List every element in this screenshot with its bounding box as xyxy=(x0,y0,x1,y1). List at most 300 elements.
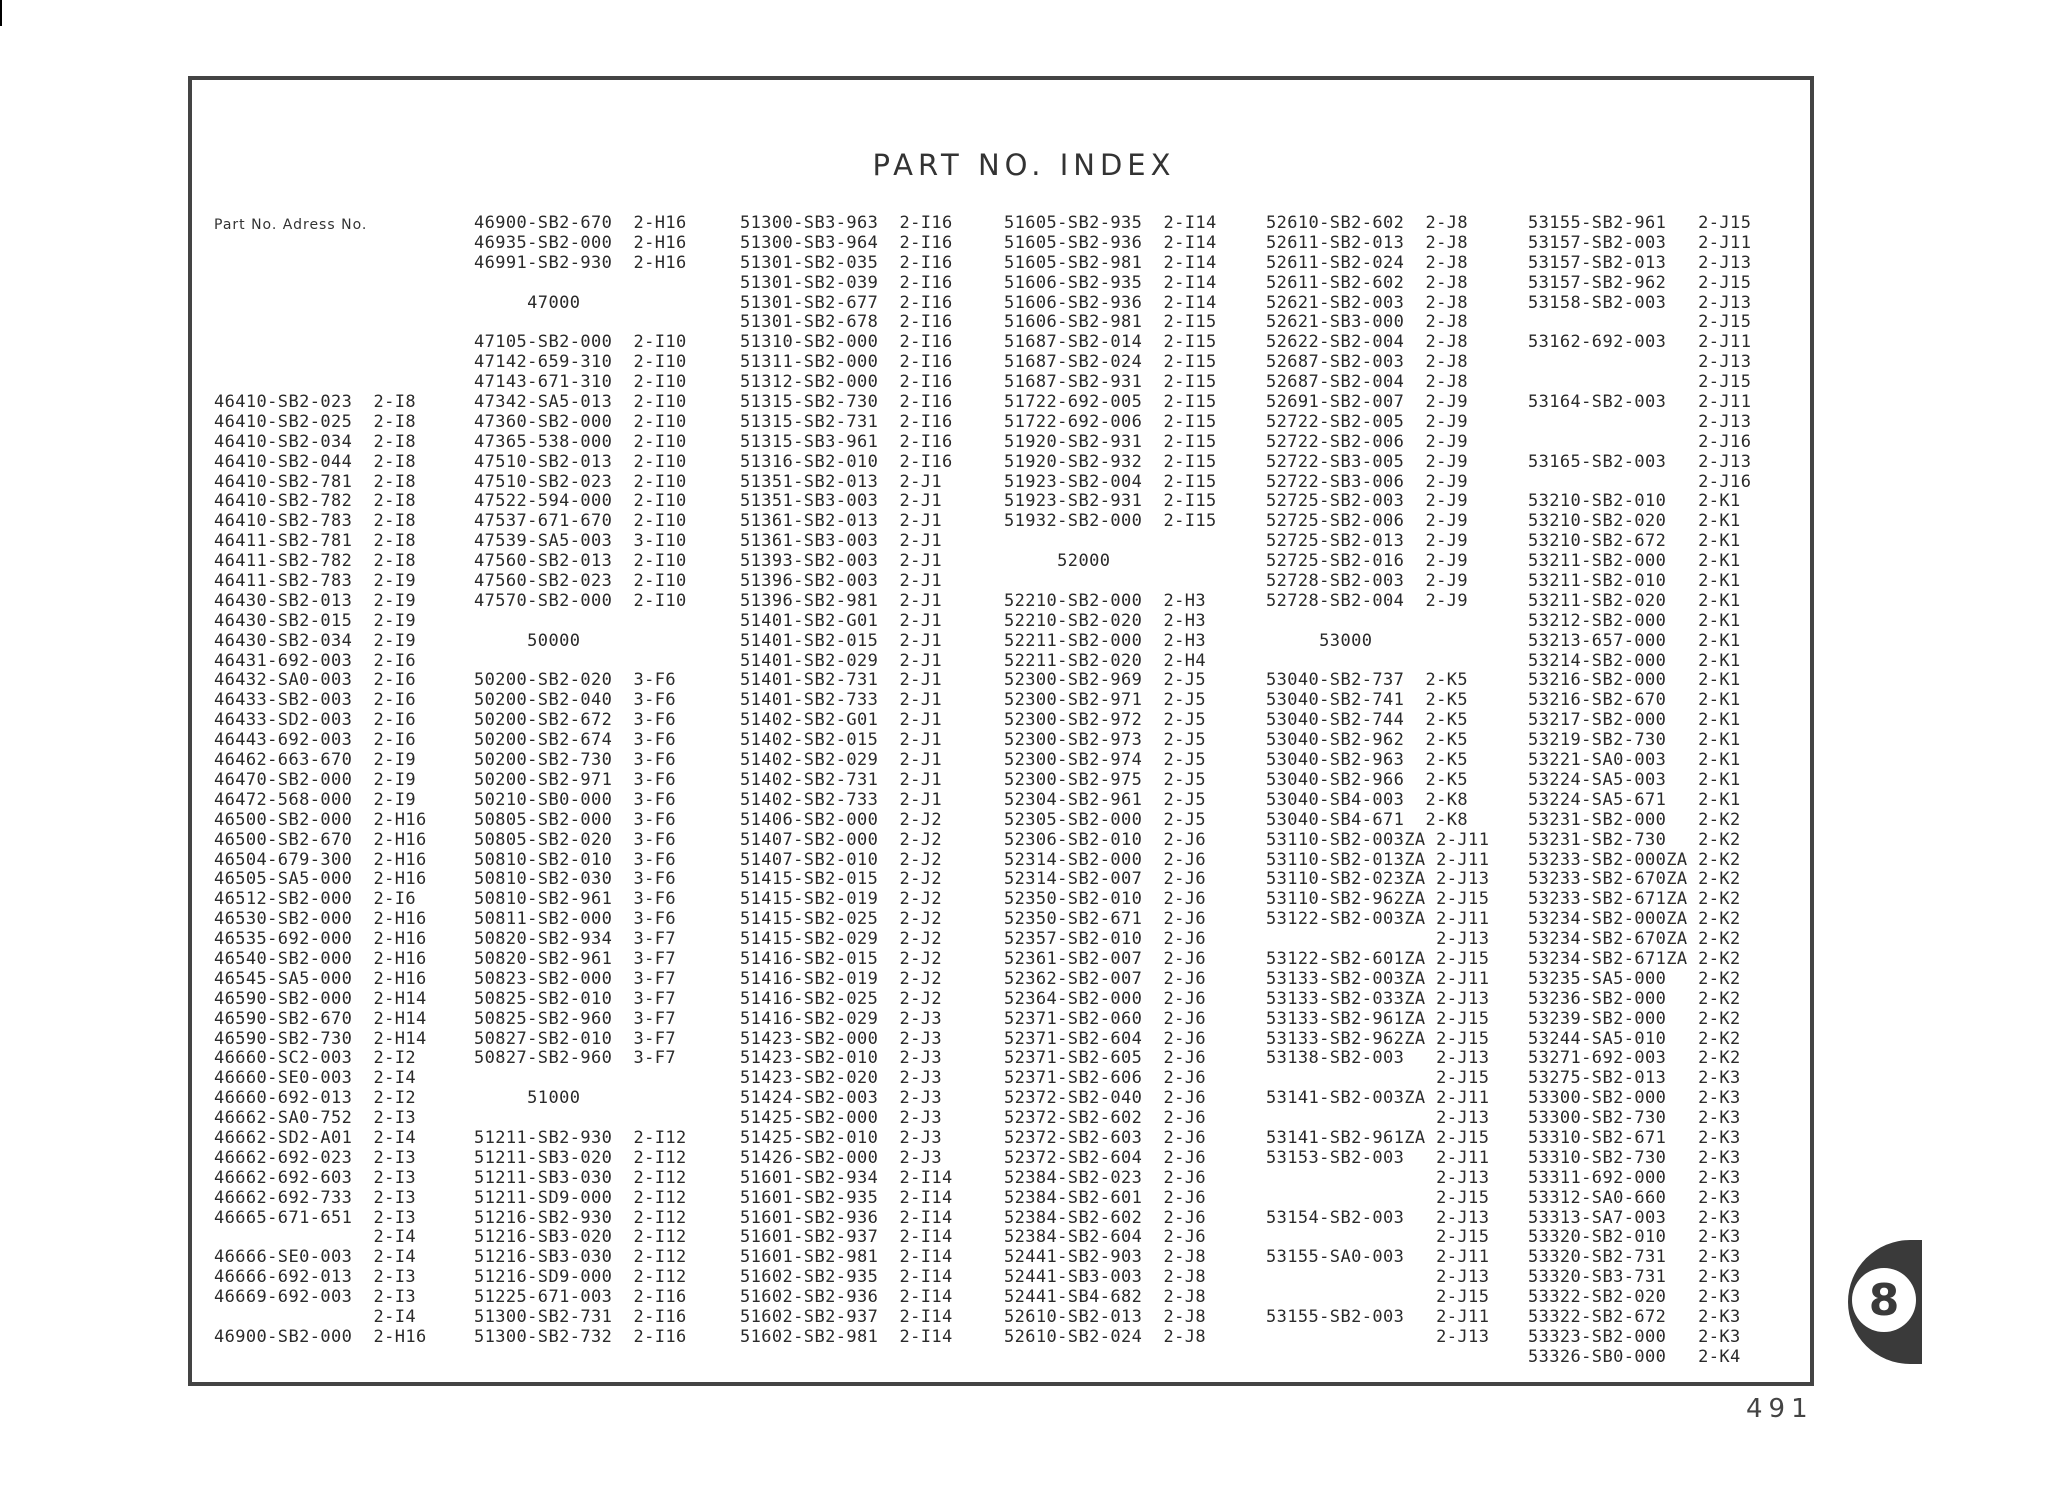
index-entry: 51300-SB3-963 2-I16 xyxy=(740,213,953,233)
index-entry: 46410-SB2-025 2-I8 xyxy=(214,411,417,432)
index-entry: 47537-671-670 2-I10 xyxy=(474,511,687,532)
index-entry: 53040-SB4-671 2-K8 xyxy=(1266,809,1469,830)
index-entry: 53110-SB2-023ZA 2-J13 xyxy=(1266,869,1490,890)
scan-edge-mark xyxy=(0,0,2,26)
index-entry: 51722-692-005 2-I15 xyxy=(1004,392,1217,413)
index-entry: 50810-SB2-010 3-F6 xyxy=(474,849,677,870)
index-entry xyxy=(1004,532,1217,552)
index-entry: 51416-SB2-029 2-J3 xyxy=(740,1008,943,1029)
index-entry xyxy=(214,373,427,393)
index-entry: 50000 xyxy=(474,630,581,651)
index-entry: 52350-SB2-671 2-J6 xyxy=(1004,909,1207,930)
index-entry: 50810-SB2-961 3-F6 xyxy=(474,889,677,910)
index-entry: 47365-538-000 2-I10 xyxy=(474,431,687,452)
index-entry: 51415-SB2-025 2-J2 xyxy=(740,909,943,930)
index-entry: 46535-692-000 2-H16 xyxy=(214,929,427,950)
index-entry: 51315-SB2-731 2-I16 xyxy=(740,411,953,432)
index-entry: 52622-SB2-004 2-J8 xyxy=(1266,332,1469,353)
index-entry: 46660-692-013 2-I2 xyxy=(214,1088,417,1109)
index-entry: 53216-SB2-670 2-K1 xyxy=(1528,690,1741,711)
index-entry: 52687-SB2-004 2-J8 xyxy=(1266,372,1469,393)
index-entry: 51211-SB3-020 2-I12 xyxy=(474,1147,687,1168)
index-entry: 51923-SB2-004 2-I15 xyxy=(1004,471,1217,492)
index-entry: 53133-SB2-003ZA 2-J11 xyxy=(1266,968,1490,989)
index-entry: 47105-SB2-000 2-I10 xyxy=(474,332,687,353)
index-entry: 46512-SB2-000 2-I6 xyxy=(214,889,417,910)
index-entry: 51401-SB2-029 2-J1 xyxy=(740,650,943,671)
index-entry: 46662-692-603 2-I3 xyxy=(214,1167,417,1188)
index-entry: 46433-SD2-003 2-I6 xyxy=(214,710,417,731)
section-tab-number: 8 xyxy=(1868,1274,1900,1326)
index-entry: 51605-SB2-936 2-I14 xyxy=(1004,232,1217,253)
index-entry: 52611-SB2-024 2-J8 xyxy=(1266,252,1469,273)
index-entry: 52364-SB2-000 2-J6 xyxy=(1004,988,1207,1009)
index-entry: 46410-SB2-781 2-I8 xyxy=(214,471,417,492)
index-entry: 46470-SB2-000 2-I9 xyxy=(214,769,417,790)
index-entry: 53224-SA5-671 2-K1 xyxy=(1528,789,1741,810)
index-entry: 2-J15 xyxy=(1266,1068,1490,1089)
index-entry: 51423-SB2-020 2-J3 xyxy=(740,1068,943,1089)
index-entry: 51396-SB2-003 2-J1 xyxy=(740,571,943,592)
index-entry: 2-J16 xyxy=(1528,431,1752,452)
index-entry: 51216-SB3-030 2-I12 xyxy=(474,1247,687,1268)
index-entry xyxy=(214,353,427,373)
index-entry: 52725-SB2-006 2-J9 xyxy=(1266,511,1469,532)
index-entry: 53122-SB2-003ZA 2-J11 xyxy=(1266,909,1490,930)
index-entry: 47539-SA5-003 3-I10 xyxy=(474,531,687,552)
index-entry: 52722-SB3-006 2-J9 xyxy=(1266,471,1469,492)
index-entry: 52384-SB2-602 2-J6 xyxy=(1004,1207,1207,1228)
index-entry: 46530-SB2-000 2-H16 xyxy=(214,909,427,930)
index-entry: 51416-SB2-025 2-J2 xyxy=(740,988,943,1009)
index-entry: 50200-SB2-674 3-F6 xyxy=(474,730,677,751)
index-entry: 46500-SB2-000 2-H16 xyxy=(214,809,427,830)
index-entry: 52728-SB2-004 2-J9 xyxy=(1266,590,1469,611)
index-entry: 51311-SB2-000 2-I16 xyxy=(740,352,953,373)
index-entry: 51301-SB2-039 2-I16 xyxy=(740,272,953,293)
index-entry: 52621-SB3-000 2-J8 xyxy=(1266,312,1469,333)
index-entry: 51401-SB2-G01 2-J1 xyxy=(740,610,943,631)
index-entry: 51416-SB2-019 2-J2 xyxy=(740,968,943,989)
index-entry: 2-J15 xyxy=(1266,1187,1490,1208)
index-entry: 53122-SB2-601ZA 2-J15 xyxy=(1266,948,1490,969)
index-entry: 53040-SB2-962 2-K5 xyxy=(1266,730,1469,751)
index-entry: 53040-SB4-003 2-K8 xyxy=(1266,789,1469,810)
index-entry: 52314-SB2-007 2-J6 xyxy=(1004,869,1207,890)
index-entry: 52441-SB2-903 2-J8 xyxy=(1004,1247,1207,1268)
index-entry: 2-J16 xyxy=(1528,471,1752,492)
index-entry: 53326-SB0-000 2-K4 xyxy=(1528,1346,1741,1367)
index-entry: 53210-SB2-672 2-K1 xyxy=(1528,531,1741,552)
index-entry: 53231-SB2-000 2-K2 xyxy=(1528,809,1741,830)
index-entry: 2-I4 xyxy=(214,1306,417,1327)
index-entry: 52362-SB2-007 2-J6 xyxy=(1004,968,1207,989)
index-entry: 47510-SB2-023 2-I10 xyxy=(474,471,687,492)
index-entry: 50827-SB2-960 3-F7 xyxy=(474,1048,677,1069)
index-entry: 52722-SB2-006 2-J9 xyxy=(1266,431,1469,452)
index-entry: 53138-SB2-003 2-J13 xyxy=(1266,1048,1490,1069)
index-entry: 51687-SB2-931 2-I15 xyxy=(1004,372,1217,393)
index-entry: 2-J13 xyxy=(1266,1167,1490,1188)
index-entry: 51601-SB2-937 2-I14 xyxy=(740,1227,953,1248)
index-entry: 51415-SB2-019 2-J2 xyxy=(740,889,943,910)
index-entry: 51602-SB2-937 2-I14 xyxy=(740,1306,953,1327)
index-entry: 53000 xyxy=(1266,630,1373,651)
index-entry: 46410-SB2-044 2-I8 xyxy=(214,451,417,472)
index-entry: 50210-SB0-000 3-F6 xyxy=(474,789,677,810)
index-entry: 52372-SB2-602 2-J6 xyxy=(1004,1108,1207,1129)
index-entry: 51602-SB2-936 2-I14 xyxy=(740,1287,953,1308)
index-entry: 52371-SB2-606 2-J6 xyxy=(1004,1068,1207,1089)
index-entry: 51423-SB2-000 2-J3 xyxy=(740,1028,943,1049)
index-entry: 51351-SB2-013 2-J1 xyxy=(740,471,943,492)
index-entry: 51687-SB2-014 2-I15 xyxy=(1004,332,1217,353)
index-entry: 51351-SB3-003 2-J1 xyxy=(740,491,943,512)
index-entry: 2-I4 xyxy=(214,1227,417,1248)
index-entry: 52300-SB2-974 2-J5 xyxy=(1004,750,1207,771)
index-entry: 50200-SB2-672 3-F6 xyxy=(474,710,677,731)
index-entry: 53224-SA5-003 2-K1 xyxy=(1528,769,1741,790)
index-entry: 47360-SB2-000 2-I10 xyxy=(474,411,687,432)
index-entry: 53210-SB2-020 2-K1 xyxy=(1528,511,1741,532)
index-entry: 2-J13 xyxy=(1266,1108,1490,1129)
index-entry: 52210-SB2-000 2-H3 xyxy=(1004,590,1207,611)
index-entry: 51601-SB2-935 2-I14 xyxy=(740,1187,953,1208)
index-entry: 52371-SB2-060 2-J6 xyxy=(1004,1008,1207,1029)
index-entry: 46660-SC2-003 2-I2 xyxy=(214,1048,417,1069)
index-entry: 51426-SB2-000 2-J3 xyxy=(740,1147,943,1168)
index-entry: 53244-SA5-010 2-K2 xyxy=(1528,1028,1741,1049)
index-entry: 53212-SB2-000 2-K1 xyxy=(1528,610,1741,631)
index-entry: 53320-SB3-731 2-K3 xyxy=(1528,1267,1741,1288)
index-entry: 51602-SB2-981 2-I14 xyxy=(740,1326,953,1347)
index-entry: 53300-SB2-000 2-K3 xyxy=(1528,1088,1741,1109)
index-entry: 50827-SB2-010 3-F7 xyxy=(474,1028,677,1049)
index-entry: 52372-SB2-603 2-J6 xyxy=(1004,1127,1207,1148)
index-entry: 46410-SB2-023 2-I8 xyxy=(214,392,417,413)
index-entry: 52441-SB3-003 2-J8 xyxy=(1004,1267,1207,1288)
index-entry xyxy=(214,313,427,333)
index-entry xyxy=(214,333,427,353)
index-entry: 53300-SB2-730 2-K3 xyxy=(1528,1108,1741,1129)
index-entry: 51602-SB2-935 2-I14 xyxy=(740,1267,953,1288)
index-entry: 52610-SB2-602 2-J8 xyxy=(1266,213,1469,233)
index-entry: 46590-SB2-000 2-H14 xyxy=(214,988,427,1009)
index-entry: 51416-SB2-015 2-J2 xyxy=(740,948,943,969)
index-entry: 51423-SB2-010 2-J3 xyxy=(740,1048,943,1069)
index-entry: 51216-SB3-020 2-I12 xyxy=(474,1227,687,1248)
index-entry: 53133-SB2-962ZA 2-J15 xyxy=(1266,1028,1490,1049)
index-entry xyxy=(214,274,427,294)
index-entry: 52300-SB2-975 2-J5 xyxy=(1004,769,1207,790)
index-entry: 51424-SB2-003 2-J3 xyxy=(740,1088,943,1109)
index-entry: 53322-SB2-672 2-K3 xyxy=(1528,1306,1741,1327)
index-entry: 46430-SB2-034 2-I9 xyxy=(214,630,417,651)
index-entry: 53153-SB2-003 2-J11 xyxy=(1266,1147,1490,1168)
index-entry: 53231-SB2-730 2-K2 xyxy=(1528,829,1741,850)
index-entry: 53221-SA0-003 2-K1 xyxy=(1528,750,1741,771)
index-entry: 53157-SB2-962 2-J15 xyxy=(1528,272,1752,293)
index-entry: 51606-SB2-981 2-I15 xyxy=(1004,312,1217,333)
index-entry: 53211-SB2-010 2-K1 xyxy=(1528,571,1741,592)
index-entry: 52371-SB2-605 2-J6 xyxy=(1004,1048,1207,1069)
index-entry: 51301-SB2-678 2-I16 xyxy=(740,312,953,333)
index-entry: 51402-SB2-733 2-J1 xyxy=(740,789,943,810)
index-entry: 53235-SA5-000 2-K2 xyxy=(1528,968,1741,989)
index-entry: 53313-SA7-003 2-K3 xyxy=(1528,1207,1741,1228)
index-entry: 53158-SB2-003 2-J13 xyxy=(1528,292,1752,313)
index-column-1 xyxy=(214,214,427,1348)
index-entry: 53157-SB2-013 2-J13 xyxy=(1528,252,1752,273)
index-entry: 47142-659-310 2-I10 xyxy=(474,352,687,373)
index-entry: 52725-SB2-016 2-J9 xyxy=(1266,551,1469,572)
index-entry: 51361-SB3-003 2-J1 xyxy=(740,531,943,552)
index-entry: 53211-SB2-000 2-K1 xyxy=(1528,551,1741,572)
index-entry: 47000 xyxy=(474,292,581,313)
index-entry: 46443-692-003 2-I6 xyxy=(214,730,417,751)
index-entry: 53239-SB2-000 2-K2 xyxy=(1528,1008,1741,1029)
index-entry: 51300-SB2-732 2-I16 xyxy=(474,1326,687,1347)
index-entry: 52305-SB2-000 2-J5 xyxy=(1004,809,1207,830)
index-entry: 51401-SB2-015 2-J1 xyxy=(740,630,943,651)
index-entry: 51315-SB2-730 2-I16 xyxy=(740,392,953,413)
index-entry: 47342-SA5-013 2-I10 xyxy=(474,392,687,413)
index-entry: 53322-SB2-020 2-K3 xyxy=(1528,1287,1741,1308)
index-entry: 2-J15 xyxy=(1528,372,1752,393)
index-entry: 50805-SB2-000 3-F6 xyxy=(474,809,677,830)
index-entry: 51415-SB2-029 2-J2 xyxy=(740,929,943,950)
index-entry: 52000 xyxy=(1004,551,1111,572)
index-entry: 46500-SB2-670 2-H16 xyxy=(214,829,427,850)
index-entry: 46666-SE0-003 2-I4 xyxy=(214,1247,417,1268)
index-entry: 52611-SB2-013 2-J8 xyxy=(1266,232,1469,253)
index-entry: 53233-SB2-671ZA 2-K2 xyxy=(1528,889,1741,910)
index-entry: 52210-SB2-020 2-H3 xyxy=(1004,610,1207,631)
index-entry: 51211-SB3-030 2-I12 xyxy=(474,1167,687,1188)
index-entry: 46504-679-300 2-H16 xyxy=(214,849,427,870)
index-entry: 50825-SB2-960 3-F7 xyxy=(474,1008,677,1029)
index-entry: 53310-SB2-671 2-K3 xyxy=(1528,1127,1741,1148)
index-entry: 52722-SB3-005 2-J9 xyxy=(1266,451,1469,472)
index-entry: 2-J15 xyxy=(1266,1287,1490,1308)
index-entry: 46411-SB2-783 2-I9 xyxy=(214,571,417,592)
index-entry: 52371-SB2-604 2-J6 xyxy=(1004,1028,1207,1049)
index-entry: 52691-SB2-007 2-J9 xyxy=(1266,392,1469,413)
index-entry: 46430-SB2-013 2-I9 xyxy=(214,590,417,611)
index-entry: 46410-SB2-782 2-I8 xyxy=(214,491,417,512)
index-entry: 53236-SB2-000 2-K2 xyxy=(1528,988,1741,1009)
index-entry: 47570-SB2-000 2-I10 xyxy=(474,590,687,611)
index-entry: 51216-SB2-930 2-I12 xyxy=(474,1207,687,1228)
index-entry: 52211-SB2-000 2-H3 xyxy=(1004,630,1207,651)
index-entry: 52441-SB4-682 2-J8 xyxy=(1004,1287,1207,1308)
index-entry: 46662-692-023 2-I3 xyxy=(214,1147,417,1168)
index-entry: 51407-SB2-010 2-J2 xyxy=(740,849,943,870)
index-entry: 51407-SB2-000 2-J2 xyxy=(740,829,943,850)
index-entry: 53311-692-000 2-K3 xyxy=(1528,1167,1741,1188)
index-entry: 53155-SB2-961 2-J15 xyxy=(1528,213,1752,233)
index-entry: 51316-SB2-010 2-I16 xyxy=(740,451,953,472)
index-entry: 53233-SB2-670ZA 2-K2 xyxy=(1528,869,1741,890)
index-entry: 2-J13 xyxy=(1266,1326,1490,1347)
index-entry xyxy=(474,652,687,672)
index-entry: 51401-SB2-733 2-J1 xyxy=(740,690,943,711)
index-entry: 53133-SB2-033ZA 2-J13 xyxy=(1266,988,1490,1009)
index-entry: 52384-SB2-601 2-J6 xyxy=(1004,1187,1207,1208)
index-entry xyxy=(474,274,687,294)
index-entry: 53217-SB2-000 2-K1 xyxy=(1528,710,1741,731)
index-entry: 51300-SB3-964 2-I16 xyxy=(740,232,953,253)
index-entry: 51315-SB3-961 2-I16 xyxy=(740,431,953,452)
index-entry: 51687-SB2-024 2-I15 xyxy=(1004,352,1217,373)
index-entry: 52621-SB2-003 2-J8 xyxy=(1266,292,1469,313)
index-entry: 51425-SB2-010 2-J3 xyxy=(740,1127,943,1148)
index-entry: 53157-SB2-003 2-J11 xyxy=(1528,232,1752,253)
index-entry: 51601-SB2-936 2-I14 xyxy=(740,1207,953,1228)
index-entry: 53155-SA0-003 2-J11 xyxy=(1266,1247,1490,1268)
index-entry: 46662-692-733 2-I3 xyxy=(214,1187,417,1208)
index-entry xyxy=(1266,612,1489,632)
index-entry: 50820-SB2-961 3-F7 xyxy=(474,948,677,969)
index-entry: 51605-SB2-935 2-I14 xyxy=(1004,213,1217,233)
index-entry: 53040-SB2-737 2-K5 xyxy=(1266,670,1469,691)
index-entry: 52610-SB2-024 2-J8 xyxy=(1004,1326,1207,1347)
index-entry: 52300-SB2-971 2-J5 xyxy=(1004,690,1207,711)
index-entry: 52384-SB2-023 2-J6 xyxy=(1004,1167,1207,1188)
index-entry: 46900-SB2-000 2-H16 xyxy=(214,1326,427,1347)
index-entry: 53234-SB2-670ZA 2-K2 xyxy=(1528,929,1741,950)
index-entry: 50200-SB2-040 3-F6 xyxy=(474,690,677,711)
index-entry: 46462-663-670 2-I9 xyxy=(214,750,417,771)
index-entry: 52384-SB2-604 2-J6 xyxy=(1004,1227,1207,1248)
index-entry: 52722-SB2-005 2-J9 xyxy=(1266,411,1469,432)
index-entry: 53320-SB2-731 2-K3 xyxy=(1528,1247,1741,1268)
index-entry: 50825-SB2-010 3-F7 xyxy=(474,988,677,1009)
index-entry: 53233-SB2-000ZA 2-K2 xyxy=(1528,849,1741,870)
index-entry: 53210-SB2-010 2-K1 xyxy=(1528,491,1741,512)
index-column-2 xyxy=(474,214,687,1348)
index-entry: 46991-SB2-930 2-H16 xyxy=(474,252,687,273)
index-entry: 46505-SA5-000 2-H16 xyxy=(214,869,427,890)
index-entry: 53040-SB2-744 2-K5 xyxy=(1266,710,1469,731)
index-entry: 2-J15 xyxy=(1266,1227,1490,1248)
index-entry: 52357-SB2-010 2-J6 xyxy=(1004,929,1207,950)
index-entry xyxy=(1266,652,1489,672)
index-entry: 51932-SB2-000 2-I15 xyxy=(1004,511,1217,532)
index-entry: 51000 xyxy=(474,1088,581,1109)
index-entry: 46410-SB2-034 2-I8 xyxy=(214,431,417,452)
index-entry: 53040-SB2-741 2-K5 xyxy=(1266,690,1469,711)
index-entry: 52725-SB2-003 2-J9 xyxy=(1266,491,1469,512)
index-entry: 47510-SB2-013 2-I10 xyxy=(474,451,687,472)
index-entry: 51606-SB2-935 2-I14 xyxy=(1004,272,1217,293)
index-entry: 46590-SB2-730 2-H14 xyxy=(214,1028,427,1049)
index-entry: 50823-SB2-000 3-F7 xyxy=(474,968,677,989)
index-entry: 46669-692-003 2-I3 xyxy=(214,1287,417,1308)
index-entry: 51402-SB2-015 2-J1 xyxy=(740,730,943,751)
index-entry: 53040-SB2-966 2-K5 xyxy=(1266,769,1469,790)
index-entry: 52300-SB2-972 2-J5 xyxy=(1004,710,1207,731)
index-entry: 52306-SB2-010 2-J6 xyxy=(1004,829,1207,850)
index-entry: 51393-SB2-003 2-J1 xyxy=(740,551,943,572)
index-entry: 52728-SB2-003 2-J9 xyxy=(1266,571,1469,592)
index-entry: 47560-SB2-023 2-I10 xyxy=(474,571,687,592)
index-entry: 46590-SB2-670 2-H14 xyxy=(214,1008,427,1029)
index-entry: 53040-SB2-963 2-K5 xyxy=(1266,750,1469,771)
index-entry: 53141-SB2-961ZA 2-J15 xyxy=(1266,1127,1490,1148)
index-entry: 51216-SD9-000 2-I12 xyxy=(474,1267,687,1288)
index-entry: 51402-SB2-731 2-J1 xyxy=(740,769,943,790)
index-entry: 51605-SB2-981 2-I14 xyxy=(1004,252,1217,273)
index-entry: 46432-SA0-003 2-I6 xyxy=(214,670,417,691)
index-entry: 53165-SB2-003 2-J13 xyxy=(1528,451,1752,472)
index-entry: 52361-SB2-007 2-J6 xyxy=(1004,948,1207,969)
index-entry: 46430-SB2-015 2-I9 xyxy=(214,610,417,631)
index-entry: 51300-SB2-731 2-I16 xyxy=(474,1306,687,1327)
index-entry: 46662-SA0-752 2-I3 xyxy=(214,1108,417,1129)
index-entry: 50810-SB2-030 3-F6 xyxy=(474,869,677,890)
index-entry: 2-J13 xyxy=(1528,411,1752,432)
index-entry: 46666-692-013 2-I3 xyxy=(214,1267,417,1288)
index-entry: 52372-SB2-604 2-J6 xyxy=(1004,1147,1207,1168)
index-entry: 53323-SB2-000 2-K3 xyxy=(1528,1326,1741,1347)
index-entry: 53211-SB2-020 2-K1 xyxy=(1528,590,1741,611)
index-entry: 53234-SB2-000ZA 2-K2 xyxy=(1528,909,1741,930)
index-entry: 46660-SE0-003 2-I4 xyxy=(214,1068,417,1089)
index-entry: 52304-SB2-961 2-J5 xyxy=(1004,789,1207,810)
index-entry: 53234-SB2-671ZA 2-K2 xyxy=(1528,948,1741,969)
index-entry: 52725-SB2-013 2-J9 xyxy=(1266,531,1469,552)
index-entry: 51415-SB2-015 2-J2 xyxy=(740,869,943,890)
index-entry: 50200-SB2-971 3-F6 xyxy=(474,769,677,790)
index-entry: 53155-SB2-003 2-J11 xyxy=(1266,1306,1490,1327)
index-entry: 52610-SB2-013 2-J8 xyxy=(1004,1306,1207,1327)
index-entry: 2-J15 xyxy=(1528,312,1752,333)
index-entry xyxy=(474,313,687,333)
index-entry: 53320-SB2-010 2-K3 xyxy=(1528,1227,1741,1248)
index-entry: 46433-SB2-003 2-I6 xyxy=(214,690,417,711)
index-entry: 2-J13 xyxy=(1528,352,1752,373)
index-entry: 2-J13 xyxy=(1266,929,1490,950)
index-entry: 46662-SD2-A01 2-I4 xyxy=(214,1127,417,1148)
index-entry: 52314-SB2-000 2-J6 xyxy=(1004,849,1207,870)
index-entry: 51396-SB2-981 2-J1 xyxy=(740,590,943,611)
index-entry: 51920-SB2-932 2-I15 xyxy=(1004,451,1217,472)
index-entry: 46431-692-003 2-I6 xyxy=(214,650,417,671)
index-entry xyxy=(214,294,427,314)
index-entry xyxy=(214,254,427,274)
index-entry: 46900-SB2-670 2-H16 xyxy=(474,213,687,233)
index-entry: 51722-692-006 2-I15 xyxy=(1004,411,1217,432)
index-entry: 53214-SB2-000 2-K1 xyxy=(1528,650,1741,671)
index-entry: 51601-SB2-934 2-I14 xyxy=(740,1167,953,1188)
index-entry: 47143-671-310 2-I10 xyxy=(474,372,687,393)
index-entry: 50811-SB2-000 3-F6 xyxy=(474,909,677,930)
index-entry: 46665-671-651 2-I3 xyxy=(214,1207,417,1228)
index-entry: 53110-SB2-962ZA 2-J15 xyxy=(1266,889,1490,910)
index-entry: 51312-SB2-000 2-I16 xyxy=(740,372,953,393)
index-entry: 50200-SB2-730 3-F6 xyxy=(474,750,677,771)
index-entry: 51301-SB2-677 2-I16 xyxy=(740,292,953,313)
index-entry: 46411-SB2-781 2-I8 xyxy=(214,531,417,552)
index-entry: 50820-SB2-934 3-F7 xyxy=(474,929,677,950)
column-header-label: Part No. Adress No. xyxy=(214,217,368,233)
index-entry: 52300-SB2-973 2-J5 xyxy=(1004,730,1207,751)
index-entry: 51923-SB2-931 2-I15 xyxy=(1004,491,1217,512)
index-entry: 2-J13 xyxy=(1266,1267,1490,1288)
index-entry: 53219-SB2-730 2-K1 xyxy=(1528,730,1741,751)
index-entry: 52300-SB2-969 2-J5 xyxy=(1004,670,1207,691)
